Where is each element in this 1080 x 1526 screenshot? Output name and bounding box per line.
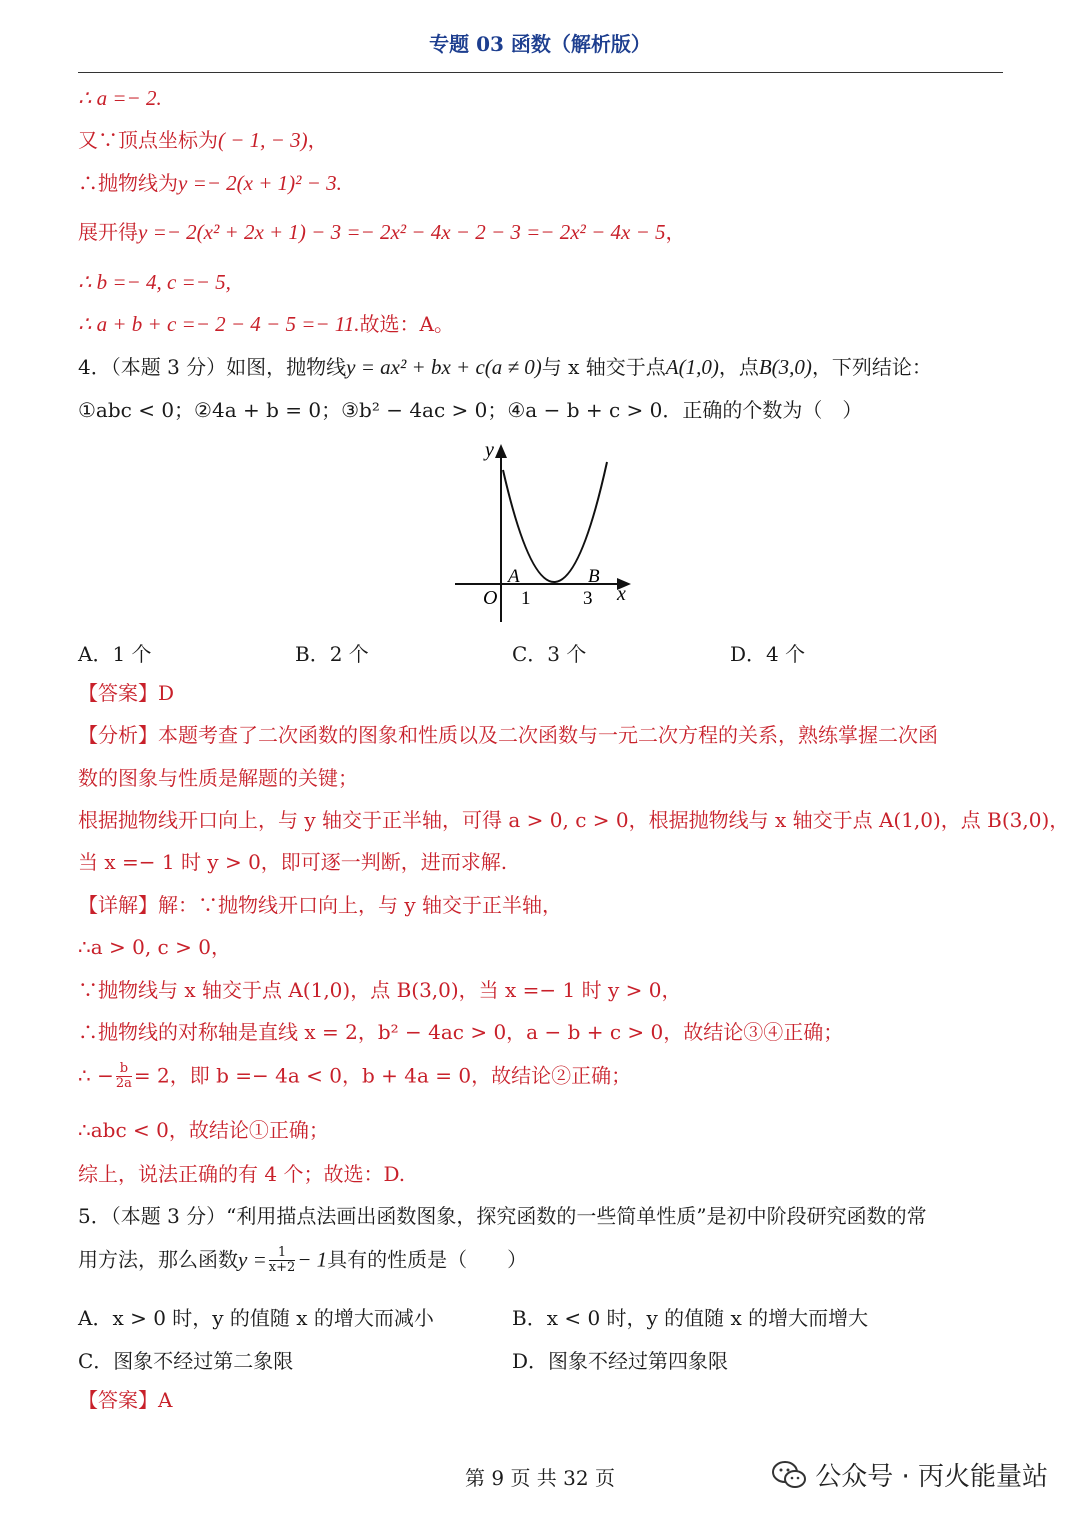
point-b-label: B — [588, 566, 600, 587]
solution-math: ( − 1, − 3) — [218, 128, 308, 152]
solution-math: ∴ a + b + c =− 2 − 4 − 5 =− 11. — [78, 312, 360, 336]
q4-detail-3: ∵抛物线与 x 轴交于点 A(1,0)，点 B(3,0)，当 x =− 1 时 y > 0， — [78, 978, 682, 1002]
solution-text: ， — [665, 220, 686, 244]
q4-answer: 【答案】D — [78, 681, 175, 705]
q4-analysis-4: 当 x =− 1 时 y > 0，即可逐一判断，进而求解. — [78, 850, 508, 874]
q5-option-a: A．x > 0 时，y 的值随 x 的增大而减小 — [78, 1306, 434, 1330]
q4-option-b: B．2 个 — [295, 642, 369, 666]
header-rule — [78, 72, 1003, 73]
q4-stem-text: 与 x 轴交于点 — [541, 355, 666, 379]
solution-line-3 — [78, 171, 342, 196]
q5-stem-2 — [78, 1246, 527, 1276]
q5-option-b: B．x < 0 时，y 的值随 x 的增大而增大 — [512, 1306, 869, 1330]
solution-text: 展开得 — [78, 220, 138, 244]
fraction-1-over-x-plus-2 — [269, 1246, 296, 1276]
q4-detail-5-text: = 2，即 b =− 4a < 0，b + 4a = 0，故结论②正确； — [133, 1063, 632, 1088]
q5-answer: 【答案】A — [78, 1388, 173, 1412]
q4-stem-text: ，下列结论： — [811, 355, 932, 379]
q5-stem-1: 5．（本题 3 分）“利用描点法画出函数图象，探究函数的一些简单性质”是初中阶段研究函数的常 — [78, 1204, 927, 1228]
q5-option-c: C．图象不经过第二象限 — [78, 1349, 294, 1373]
solution-math: y =− 2(x² + 2x + 1) − 3 =− 2x² − 4x − 2 − 3 =− 2x² − 4x − 5 — [138, 220, 666, 244]
solution-line-6 — [78, 312, 454, 337]
solution-line-2 — [78, 128, 328, 153]
solution-math: y =− 2(x + 1)² − 3. — [178, 171, 342, 195]
solution-text: ∴抛物线为 — [78, 171, 178, 195]
q4-stem-math: y = ax² + bx + c(a ≠ 0) — [346, 355, 542, 379]
q4-conditions: ①abc < 0；②4a + b = 0；③b² − 4ac > 0；④a − b + c > 0．正确的个数为（ ） — [78, 398, 863, 422]
q4-analysis-1: 【分析】本题考查了二次函数的图象和性质以及二次函数与一元二次方程的关系，熟练掌握二次函 — [78, 723, 938, 747]
fraction-denominator: 2a — [115, 1076, 132, 1092]
solution-line-5: ∴ b =− 4, c =− 5, — [78, 270, 231, 294]
point-a-label: A — [508, 566, 520, 587]
fraction-numerator: b — [116, 1062, 132, 1077]
y-axis-arrow — [495, 444, 507, 458]
q4-detail-5 — [78, 1062, 631, 1092]
y-axis-label: y — [485, 439, 494, 461]
fraction-denominator: x+2 — [268, 1260, 296, 1276]
parabola-curve — [503, 462, 607, 582]
page-number: 第 9 页 共 32 页 — [465, 1466, 615, 1490]
solution-text: ， — [307, 128, 328, 152]
q4-detail-4: ∴抛物线的对称轴是直线 x = 2，b² − 4ac > 0，a − b + c > 0，故结论③④正确； — [78, 1020, 844, 1044]
fraction-numerator: 1 — [269, 1246, 296, 1261]
q4-stem-text: 4．（本题 3 分）如图，抛物线 — [78, 355, 347, 379]
solution-line-1: ∴ a =− 2. — [78, 86, 162, 110]
q4-stem-text: ，点 — [718, 355, 759, 379]
q5-stem-math: y = — [238, 1247, 267, 1272]
q4-detail-1: 【详解】解：∵抛物线开口向上，与 y 轴交于正半轴， — [78, 893, 563, 917]
q4-stem-math: B(3,0) — [758, 355, 812, 379]
wechat-icon — [771, 1460, 807, 1490]
q4-detail-5-text: ∴ − — [78, 1063, 114, 1088]
solution-text: 故选：A。 — [359, 312, 454, 336]
parabola-graph — [445, 436, 645, 626]
q5-stem-math: − 1 — [297, 1247, 328, 1272]
q4-option-d: D．4 个 — [730, 642, 806, 666]
q4-detail-6: ∴abc < 0，故结论①正确； — [78, 1118, 329, 1142]
q4-stem-math: A(1,0) — [665, 355, 719, 379]
q5-option-d: D．图象不经过第四象限 — [512, 1349, 729, 1373]
q4-analysis-2: 数的图象与性质是解题的关键； — [78, 766, 358, 790]
fraction-b-over-2a — [116, 1062, 132, 1092]
origin-label: O — [483, 587, 498, 609]
watermark — [771, 1456, 1048, 1493]
q4-detail-7: 综上，说法正确的有 4 个；故选：D. — [78, 1162, 406, 1186]
solution-line-4 — [78, 220, 686, 245]
q4-stem — [78, 355, 932, 380]
q5-stem-text: 具有的性质是（ ） — [327, 1247, 528, 1272]
watermark-text: 公众号 · 丙火能量站 — [815, 1462, 1048, 1492]
q4-option-c: C．3 个 — [512, 642, 587, 666]
solution-text: 又∵顶点坐标为 — [78, 128, 218, 152]
x-axis-label: x — [617, 583, 626, 605]
page-header-title: 专题 03 函数（解析版） — [429, 32, 651, 56]
tick-label-3: 3 — [583, 588, 593, 609]
q4-analysis-3: 根据抛物线开口向上，与 y 轴交于正半轴，可得 a > 0, c > 0，根据抛物线与 x 轴交于点 A(1,0)，点 B(3,0)， — [78, 808, 1070, 832]
q4-detail-2: ∴a > 0, c > 0， — [78, 935, 231, 959]
tick-label-1: 1 — [521, 588, 531, 609]
q4-option-a: A．1 个 — [78, 642, 152, 666]
q5-stem-text: 用方法，那么函数 — [78, 1247, 238, 1272]
